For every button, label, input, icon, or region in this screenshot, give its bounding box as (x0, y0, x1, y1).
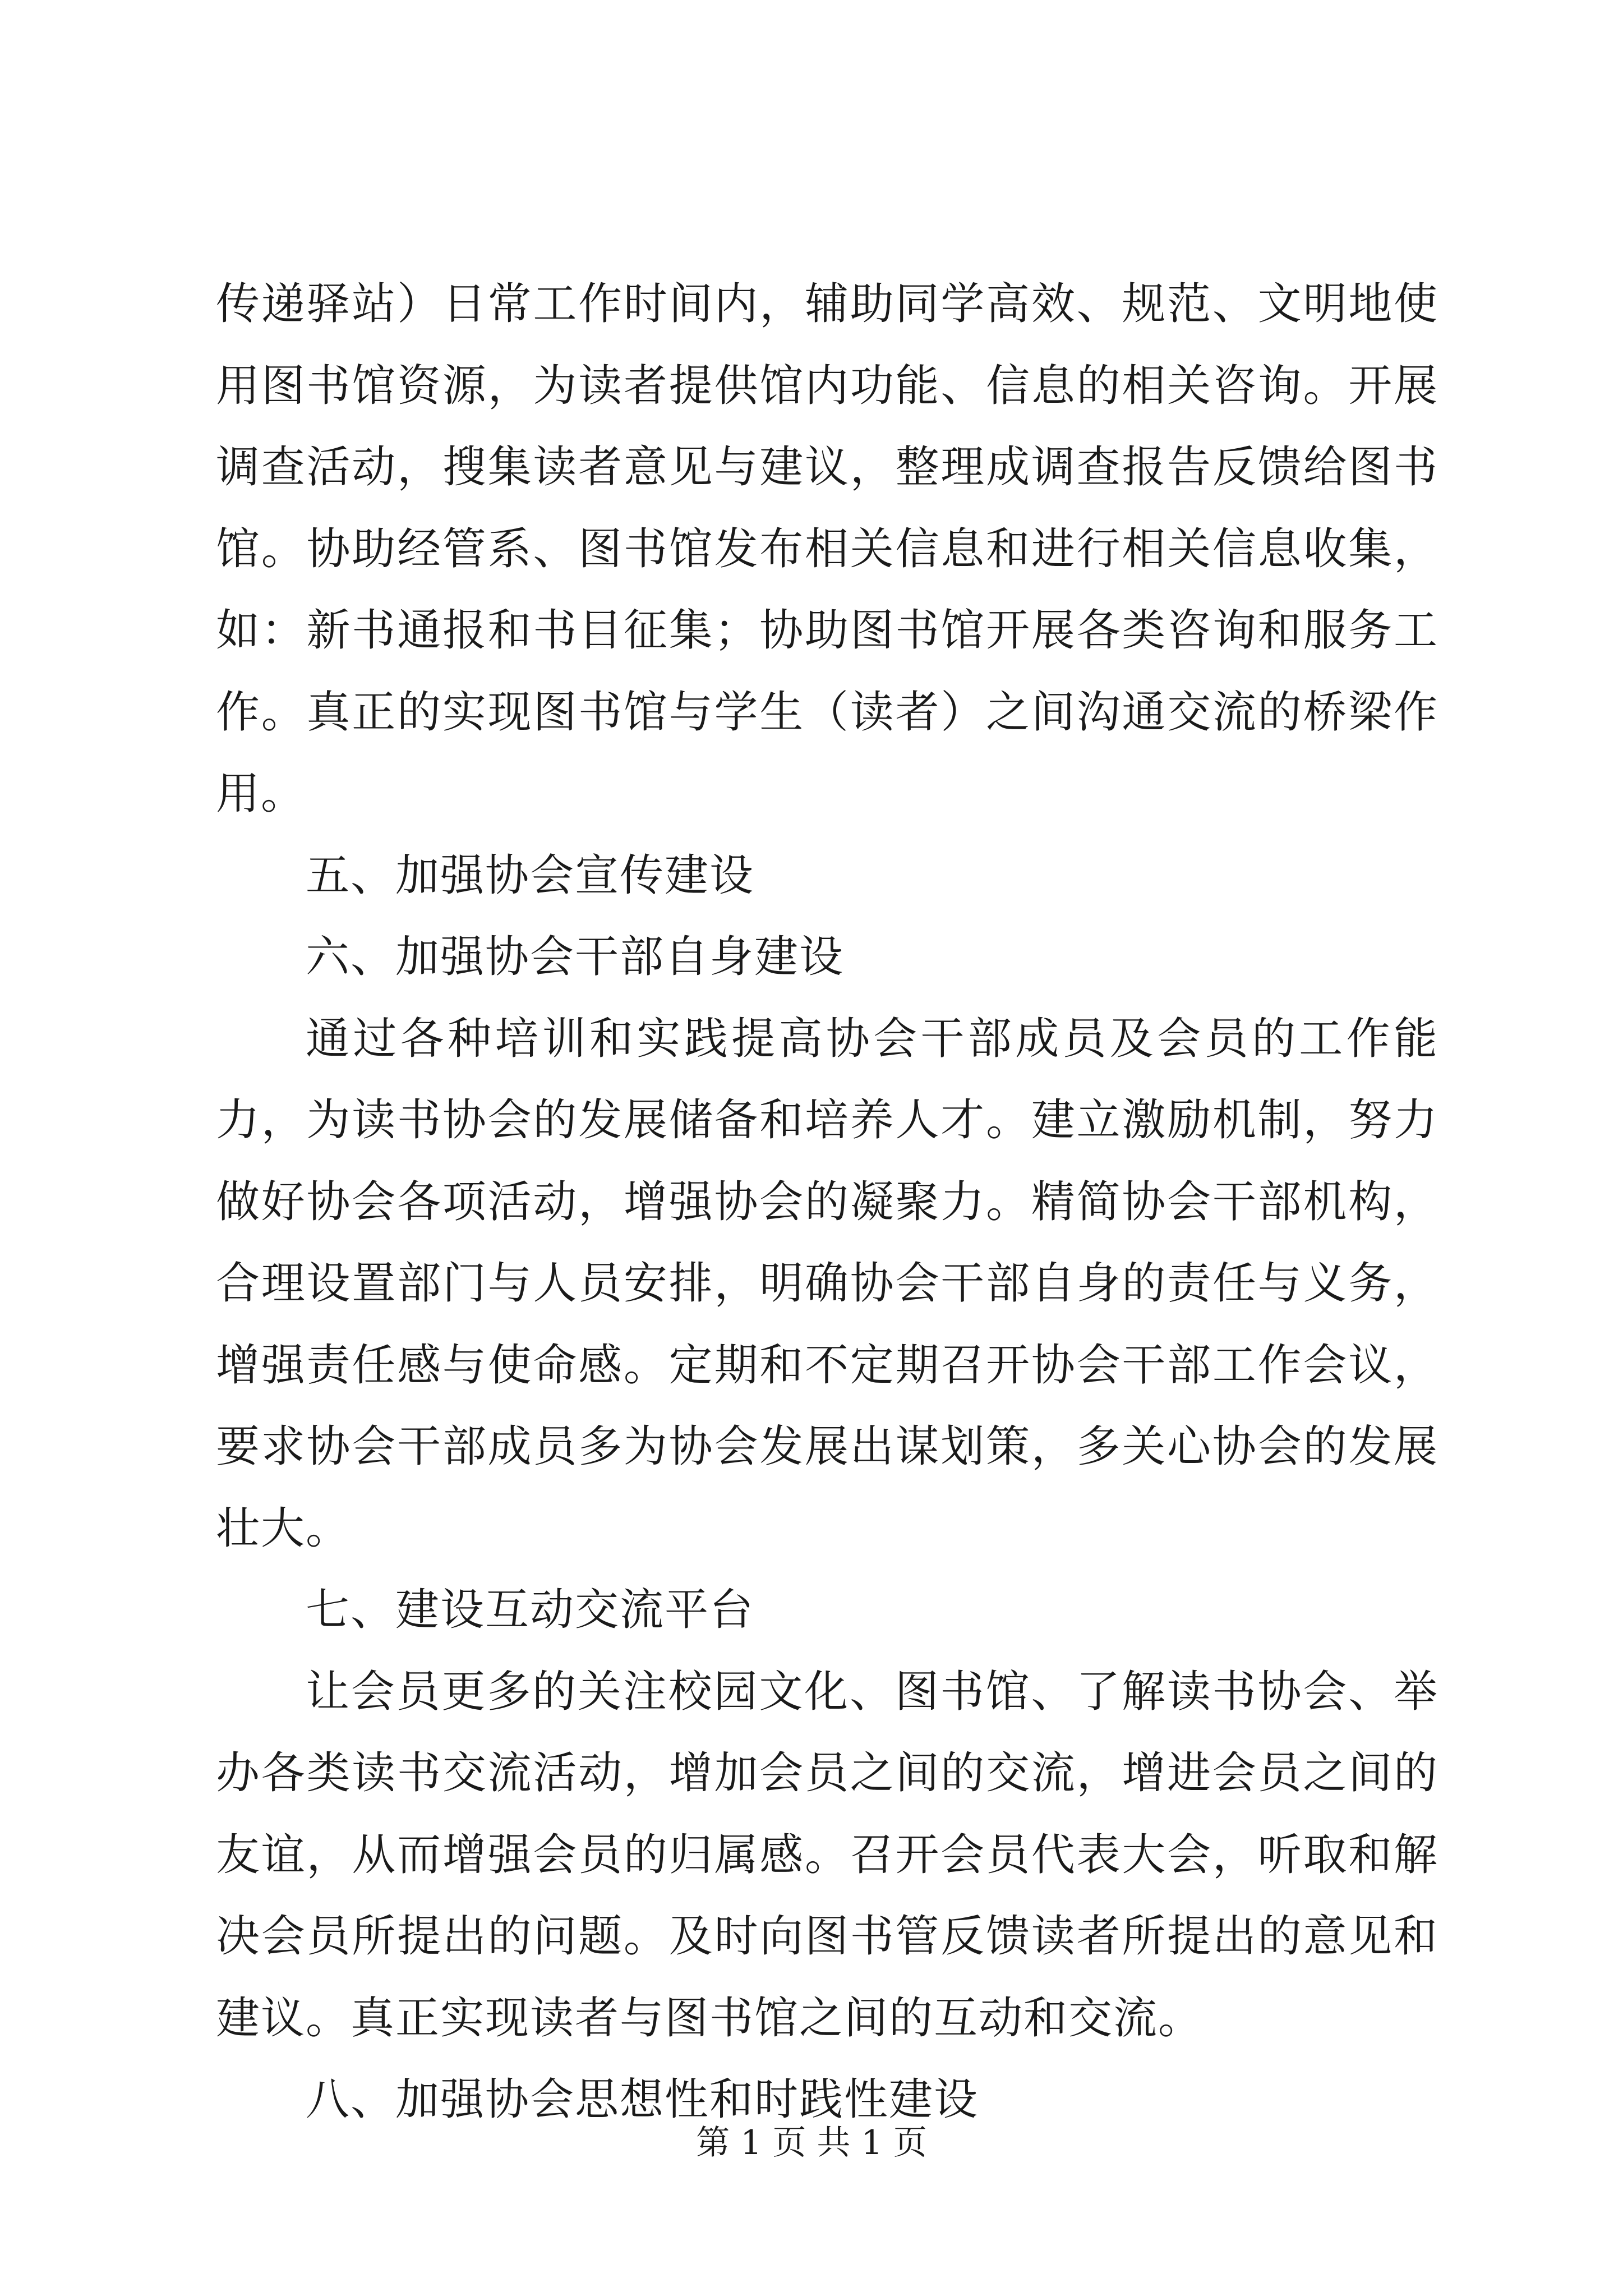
body-text (216, 264, 1438, 2141)
paragraph-interaction-platform: 让会员更多的关注校园文化、图书馆、了解读书协会、举办各类读书交流活动，增加会员之间的交流，增进会员之间的友谊，从而增强会员的归属感。召开会员代表大会，听取和解决会员所提出的问题。及时向图书管反馈读者所提出的意见和建议。真正实现读者与图书馆之间的互动和交流。 (216, 1666, 1438, 2044)
paragraph-cadre-building: 通过各种培训和实践提高协会干部成员及会员的工作能力，为读书协会的发展储备和培养人才。建立激励机制，努力做好协会各项活动，增强协会的凝聚力。精简协会干部机构，合理设置部门与人员安排，明确协会干部自身的责任与义务，增强责任感与使命感。定期和不定期召开协会干部工作会议，要求协会干部成员多为协会发展出谋划策，多关心协会的发展壮大。 (216, 1013, 1438, 1554)
section-heading-eight: 八、加强协会思想性和时践性建设 (306, 2074, 979, 2125)
section-heading-five: 五、加强协会宣传建设 (306, 850, 755, 901)
section-heading-seven: 七、建设互动交流平台 (306, 1585, 755, 1635)
page-footer: 第 1 页 共 1 页 (696, 2123, 927, 2162)
paragraph-continuation: 传递驿站）日常工作时间内，辅助同学高效、规范、文明地使用图书馆资源，为读者提供馆内功能、信息的相关咨询。开展调查活动，搜集读者意见与建议，整理成调查报告反馈给图书馆。协助经管系、图书馆发布相关信息和进行相关信息收集，如：新书通报和书目征集；协助图书馆开展各类咨询和服务工作。真正的实现图书馆与学生（读者）之间沟通交流的桥梁作用。 (216, 279, 1438, 819)
section-heading-six: 六、加强协会干部自身建设 (306, 932, 845, 982)
